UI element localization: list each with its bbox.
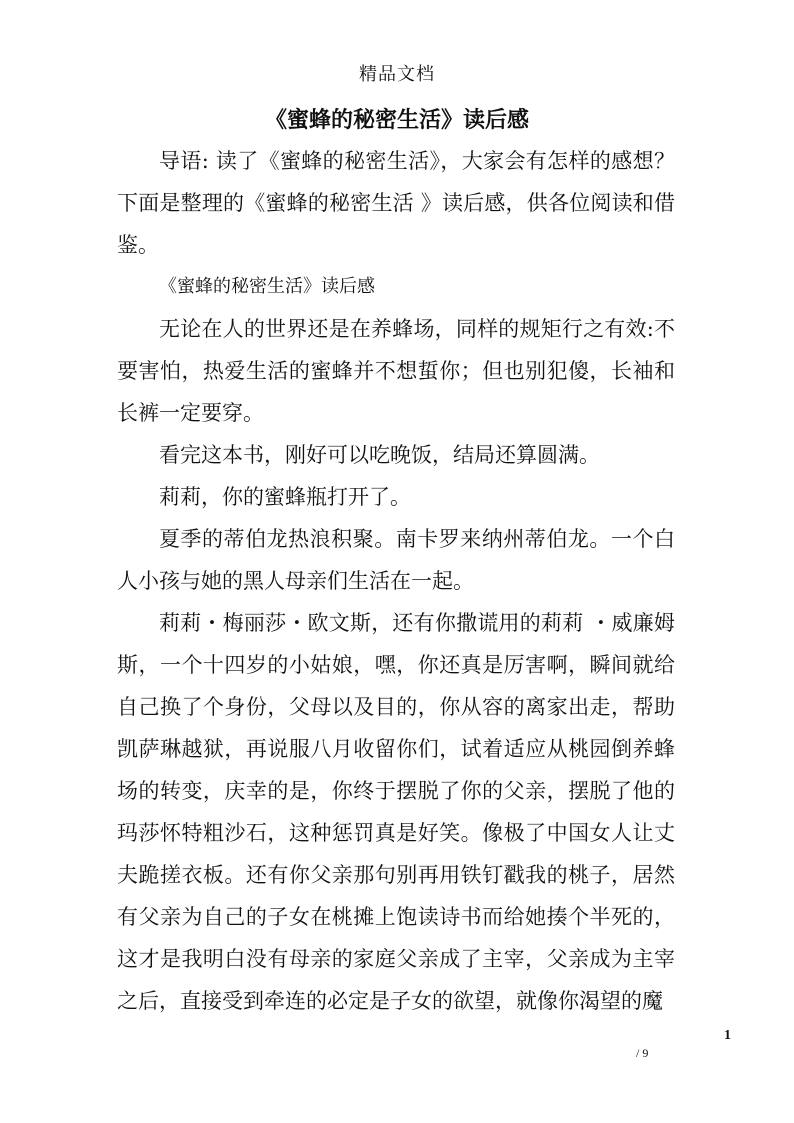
document-title: 《蜜蜂的秘密生活》读后感 [264, 107, 529, 133]
paragraph-intro: 导语: 读了《蜜蜂的秘密生活》，大家会有怎样的感想？下面是整理的《蜜蜂的秘密生活 》读后感，供各位阅读和借鉴。 [117, 149, 675, 257]
document-header: 精品文档 [359, 64, 435, 85]
paragraph: 莉莉，你的蜜蜂瓶打开了。 [159, 485, 411, 509]
paragraph: 看完这本书，刚好可以吃晚饭，结局还算圆满。 [159, 443, 600, 467]
paragraph: 夏季的蒂伯龙热浪积聚。南卡罗来纳州蒂伯龙。一个白人小孩与她的黑人母亲们生活在一起。 [117, 527, 675, 593]
paragraph-subtitle: 《蜜蜂的秘密生活》读后感 [159, 276, 375, 297]
paragraph: 无论在人的世界还是在养蜂场，同样的规矩行之有效:不要害怕，热爱生活的蜜蜂并不想蜇你；但也别犯傻，长袖和长裤一定要穿。 [117, 317, 675, 425]
document-body [117, 140, 675, 1022]
page-total: / 9 [636, 1046, 649, 1060]
paragraph: 莉莉・梅丽莎・欧文斯，还有你撒谎用的莉莉 ・威廉姆斯，一个十四岁的小姑娘，嘿，你还真是厉害啊，瞬间就给自己换了个身份，父母以及目的，你从容的离家出走，帮助凯萨琳越狱，再说服八月收留你们，试着适应从桃园倒养蜂场的转变，庆幸的是，你终于摆脱了你的父亲，摆脱了他的玛莎怀特粗沙石，这种惩罚真是好笑。像极了中国女人让丈夫跪搓衣板。还有你父亲那句别再用铁钉戳我的桃子，居然有父亲为自己的子女在桃摊上饱读诗书而给她揍个半死的，这才是我明白没有母亲的家庭父亲成了主宰，父亲成为主宰之后，直接受到牵连的必定是子女的欲望，就像你渴望的魔 [117, 611, 675, 1013]
page-number: 1 [724, 1028, 731, 1043]
